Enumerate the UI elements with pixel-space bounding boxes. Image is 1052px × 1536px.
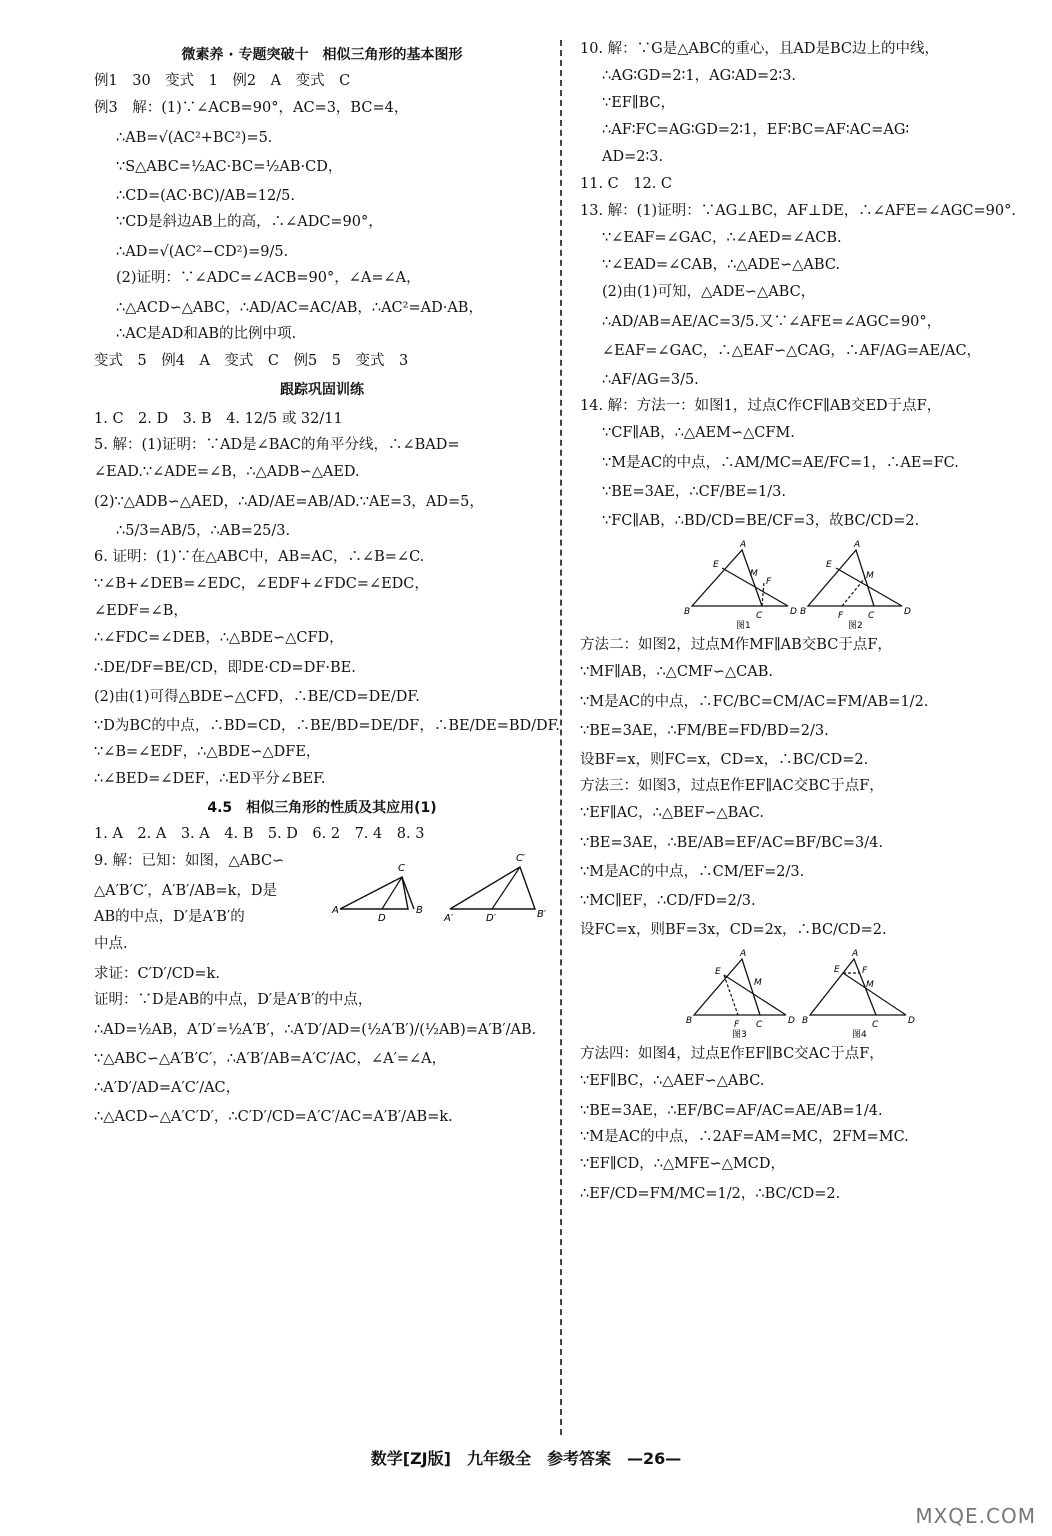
svg-text:A′: A′ (444, 913, 454, 924)
answer-line: ∴AF/AG=3/5. (602, 372, 699, 388)
answer-line: 例3 解：(1)∵∠ACB=90°，AC=3，BC=4， (94, 100, 409, 116)
svg-text:F: F (734, 1020, 740, 1030)
answer-line: (2)证明：∵∠ADC=∠ACB=90°，∠A=∠A， (116, 270, 421, 286)
answer-line: 设FC=x，则BF=3x，CD=2x，∴BC/CD=2. (580, 922, 887, 938)
svg-text:D: D (378, 913, 386, 924)
answer-line: ∵MF∥AB，∴△CMF∽△CAB. (580, 664, 773, 680)
answer-line: ∴△ACD∽△ABC，∴AD/AC=AC/AB，∴AC²=AD·AB， (116, 300, 483, 316)
svg-text:C: C (756, 1020, 763, 1030)
answer-line: ∠EDF=∠B， (94, 603, 188, 619)
svg-text:E: E (826, 560, 832, 570)
answer-line: ∵BE=3AE，∴CF/BE=1/3. (602, 484, 786, 500)
svg-text:F: F (766, 577, 772, 587)
svg-text:E: E (715, 967, 721, 977)
svg-text:E: E (834, 965, 840, 975)
figure-1-label: 图1 (736, 621, 751, 630)
svg-text:B: B (686, 1016, 693, 1026)
answer-line: ∵BE=3AE，∴EF/BC=AF/AC=AE/AB=1/4. (580, 1103, 883, 1119)
answer-line: 设BF=x，则FC=x，CD=x，∴BC/CD=2. (580, 752, 869, 768)
answer-line: ∴DE/DF=BE/CD，即DE·CD=DF·BE. (94, 660, 356, 676)
answer-line: ∵∠EAF=∠GAC，∴∠AED=∠ACB. (602, 230, 842, 246)
answer-line: ∴AG∶GD=2∶1，AG∶AD=2∶3. (602, 68, 797, 84)
answer-line: (2)由(1)可知，△ADE∽△ABC， (602, 284, 816, 300)
svg-text:E: E (713, 560, 719, 570)
answer-line: ∵M是AC的中点，∴2AF=AM=MC，2FM=MC. (580, 1129, 909, 1145)
section-title-4-5: 4.5 相似三角形的性质及其应用(1) (207, 800, 437, 816)
answer-line: ∵M是AC的中点，∴FC/BC=CM/AC=FM/AB=1/2. (580, 694, 929, 710)
answer-line: 5. 解：(1)证明：∵AD是∠BAC的角平分线，∴∠BAD= (94, 437, 460, 453)
answer-line: ∵S△ABC=½AC·BC=½AB·CD， (116, 159, 343, 175)
watermark-text: MXQE.COM (915, 1504, 1036, 1528)
column-divider (560, 40, 562, 1435)
answer-line: 求证：C′D′/CD=k. (94, 966, 220, 982)
left-block-2 (94, 407, 561, 790)
right-block-2 (580, 636, 1020, 942)
svg-text:C: C (756, 611, 763, 621)
left-block-3 (94, 825, 550, 1129)
answer-line: 1. C 2. D 3. B 4. 12/5 或 32/11 (94, 411, 343, 427)
svg-text:D: D (904, 607, 911, 617)
answer-line: 证明：∵D是AB的中点，D′是A′B′的中点， (94, 992, 373, 1008)
answer-line: ∴5/3=AB/5，∴AB=25/3. (116, 523, 291, 539)
svg-text:A: A (740, 949, 747, 959)
answer-line: 1. A 2. A 3. A 4. B 5. D 6. 2 7. 4 8. 3 (94, 826, 425, 842)
figure-3-4 (680, 947, 920, 1039)
answer-line: ∵M是AC的中点，∴CM/EF=2/3. (580, 864, 805, 880)
right-block-3 (580, 1045, 1020, 1206)
svg-text:M: M (866, 571, 874, 581)
answer-line: 14. 解：方法一：如图1，过点C作CF∥AB交ED于点F， (580, 398, 942, 414)
answer-line: 方法四：如图4，过点E作EF∥BC交AC于点F， (580, 1046, 884, 1062)
svg-text:A: A (852, 949, 859, 959)
answer-line: ∴∠FDC=∠DEB，∴△BDE∽△CFD， (94, 630, 344, 646)
svg-text:B: B (416, 905, 423, 916)
answer-line: 例1 30 变式 1 例2 A 变式 C (94, 73, 351, 89)
answer-line: ∴AC是AD和AB的比例中项. (116, 326, 297, 342)
answer-line: ∴△ACD∽△A′C′D′，∴C′D′/CD=A′C′/AC=A′B′/AB=k. (94, 1109, 453, 1125)
figure-1-2 (680, 538, 920, 630)
svg-text:A: A (740, 540, 747, 550)
svg-text:B: B (802, 1016, 809, 1026)
figure-2-label: 图2 (848, 621, 863, 630)
page-footer: 数学[ZJ版] 九年级全 参考答案 —26— (370, 1449, 682, 1468)
answer-line: ∵M是AC的中点，∴AM/MC=AE/FC=1，∴AE=FC. (602, 455, 959, 471)
answer-line: ∴AB=√(AC²+BC²)=5. (116, 130, 273, 146)
answer-line: ∴AF∶FC=AG∶GD=2∶1，EF∶BC=AF∶AC=AG∶ (602, 122, 910, 138)
answer-line: ∵EF∥CD，∴△MFE∽△MCD， (580, 1156, 786, 1172)
answer-line: ∵∠B+∠DEB=∠EDC，∠EDF+∠FDC=∠EDC， (94, 576, 429, 592)
answer-line: ∵CF∥AB，∴△AEM∽△CFM. (602, 425, 795, 441)
left-block-1 (94, 72, 550, 372)
answer-line: ∴CD=(AC·BC)/AB=12/5. (116, 188, 295, 204)
svg-text:F: F (862, 966, 868, 976)
answer-line: (2)由(1)可得△BDE∽△CFD，∴BE/CD=DE/DF. (94, 689, 420, 705)
svg-text:C: C (872, 1020, 879, 1030)
svg-text:C: C (398, 863, 405, 874)
svg-text:D′: D′ (486, 913, 496, 924)
section-title-practice: 跟踪巩固训练 (280, 382, 364, 398)
answer-line: 6. 证明：(1)∵在△ABC中，AB=AC，∴∠B=∠C. (94, 549, 425, 565)
answer-line: ∴AD/AB=AE/AC=3/5.又∵∠AFE=∠AGC=90°， (602, 314, 942, 330)
left-column (94, 40, 561, 1134)
answer-line: 中点. (94, 936, 128, 952)
answer-line: △A′B′C′，A′B′/AB=k，D是 (94, 883, 278, 899)
answer-line: 9. 解：已知：如图，△ABC∽ (94, 853, 285, 869)
svg-text:D: D (788, 1016, 795, 1026)
right-block-1 (580, 40, 1020, 533)
answer-line: ∵△ABC∽△A′B′C′，∴A′B′/AB=A′C′/AC，∠A′=∠A， (94, 1051, 447, 1067)
right-column (580, 40, 1020, 1211)
answer-line: ∵∠EAD=∠CAB，∴△ADE∽△ABC. (602, 257, 841, 273)
answer-line: 方法三：如图3，过点E作EF∥AC交BC于点F， (580, 778, 884, 794)
figure-q9 (330, 847, 550, 927)
svg-text:B′: B′ (537, 909, 547, 920)
answer-line: 11. C 12. C (580, 176, 673, 192)
answer-line: ∴A′D′/AD=A′C′/AC， (94, 1080, 241, 1096)
answer-line: 10. 解：∵G是△ABC的重心，且AD是BC边上的中线， (580, 41, 940, 57)
answer-line: ∵CD是斜边AB上的高，∴∠ADC=90°， (116, 214, 383, 230)
svg-text:D: D (908, 1016, 915, 1026)
svg-text:C: C (868, 611, 875, 621)
answer-line: ∴∠BED=∠DEF，∴ED平分∠BEF. (94, 771, 326, 787)
svg-text:M: M (754, 978, 762, 988)
svg-text:B: B (800, 607, 807, 617)
figure-4-label: 图4 (852, 1030, 867, 1039)
answer-line: ∵BE=3AE，∴BE/AB=EF/AC=BF/BC=3/4. (580, 835, 883, 851)
svg-text:F: F (838, 611, 844, 621)
answer-line: ∵MC∥EF，∴CD/FD=2/3. (580, 893, 756, 909)
figure-3-label: 图3 (732, 1030, 747, 1039)
svg-text:A: A (332, 905, 339, 916)
svg-text:D: D (790, 607, 797, 617)
answer-line: ∠EAD.∵∠ADE=∠B，∴△ADB∽△AED. (94, 464, 360, 480)
answer-line: ∴EF/CD=FM/MC=1/2，∴BC/CD=2. (580, 1186, 841, 1202)
answer-line: ∵EF∥BC，∴△AEF∽△ABC. (580, 1073, 765, 1089)
svg-text:A: A (854, 540, 861, 550)
svg-text:C′: C′ (516, 853, 526, 864)
svg-text:B: B (684, 607, 691, 617)
answer-line: AB的中点，D′是A′B′的 (94, 909, 245, 925)
svg-text:M: M (866, 980, 874, 990)
answer-line: 方法二：如图2，过点M作MF∥AB交BC于点F， (580, 637, 892, 653)
answer-line: 变式 5 例4 A 变式 C 例5 5 变式 3 (94, 353, 409, 369)
answer-line: ∠EAF=∠GAC，∴△EAF∽△CAG，∴AF/AG=AE/AC， (602, 343, 982, 359)
section-title-special: 微素养 · 专题突破十 相似三角形的基本图形 (181, 47, 463, 63)
svg-text:M: M (750, 569, 758, 579)
answer-line: (2)∵△ADB∽△AED，∴AD/AE=AB/AD.∵AE=3，AD=5， (94, 494, 484, 510)
answer-line: ∵∠B=∠EDF，∴△BDE∽△DFE， (94, 744, 321, 760)
answer-line: ∵D为BC的中点，∴BD=CD，∴BE/BD=DE/DF，∴BE/DE=BD/DF. (94, 718, 561, 734)
answer-line: ∵EF∥AC，∴△BEF∽△BAC. (580, 805, 764, 821)
answer-line: 13. 解：(1)证明：∵AG⊥BC，AF⊥DE，∴∠AFE=∠AGC=90°. (580, 203, 1016, 219)
answer-line: AD=2∶3. (602, 149, 664, 165)
answer-line: ∵FC∥AB，∴BD/CD=BE/CF=3，故BC/CD=2. (602, 513, 920, 529)
answer-line: ∴AD=½AB，A′D′=½A′B′，∴A′D′/AD=(½A′B′)/(½AB)=A′B′/AB. (94, 1022, 537, 1038)
answer-line: ∴AD=√(AC²−CD²)=9/5. (116, 244, 289, 260)
answer-line: ∵EF∥BC， (602, 95, 676, 111)
answer-line: ∵BE=3AE，∴FM/BE=FD/BD=2/3. (580, 723, 829, 739)
